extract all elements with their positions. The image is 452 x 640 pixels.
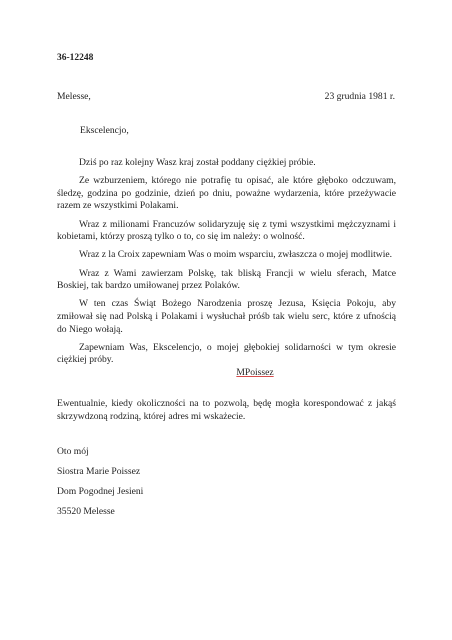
address-line: 35520 Melesse	[57, 506, 115, 517]
paragraph-1: Dziś po raz kolejny Wasz kraj został poddany ciężkiej próbie.	[79, 157, 316, 168]
paragraph-3: Wraz z milionami Francuzów solidaryzuję się z tymi wszystkimi mężczyznami i kobietami, którzy proszą tylko o to, co się im należy: o wolność.	[57, 218, 396, 243]
reference-number: 36-12248	[57, 53, 94, 63]
address-line: Oto mój	[57, 446, 89, 457]
paragraph-7: Zapewniam Was, Ekscelencjo, o mojej głębokiej solidarności w tym okresie ciężkiej próby.	[57, 341, 396, 366]
paragraph-5: Wraz z Wami zawierzam Polskę, tak bliską Francji w wielu sferach, Matce Boskiej, tak bardzo umiłowanej przez Polaków.	[57, 267, 396, 292]
address-line: Dom Pogodnej Jesieni	[57, 486, 144, 497]
salutation: Ekscelencjo,	[80, 125, 129, 136]
paragraph-6: W ten czas Świąt Bożego Narodzenia proszę Jezusa, Księcia Pokoju, aby zmiłował się nad Polską i Polakami i wysłuchał próśb tak wielu serc, które z ufnością do Niego wołają.	[57, 298, 396, 335]
sender-address	[57, 442, 143, 522]
postscript: Ewentualnie, kiedy okoliczności na to pozwolą, będę mogła korespondować z jakąś skrzywdzoną rodziną, której adres mi wskażecie.	[57, 398, 396, 422]
letter-body	[57, 157, 396, 372]
address-line: Siostra Marie Poissez	[57, 466, 141, 477]
paragraph-2: Ze wzburzeniem, którego nie potrafię tu opisać, ale które głęboko odczuwam, śledzę, godzina po godzinie, dzień po dniu, poważne wydarzenia, które przeżywacie razem ze wszystkimi Polakami.	[57, 175, 396, 212]
signature: MPoissez	[236, 367, 274, 378]
letter-date: 23 grudnia 1981 r.	[324, 91, 395, 102]
letter-place: Melesse,	[57, 91, 91, 102]
paragraph-4: Wraz z la Croix zapewniam Was o moim wsparciu, zwłaszcza o mojej modlitwie.	[79, 249, 393, 261]
